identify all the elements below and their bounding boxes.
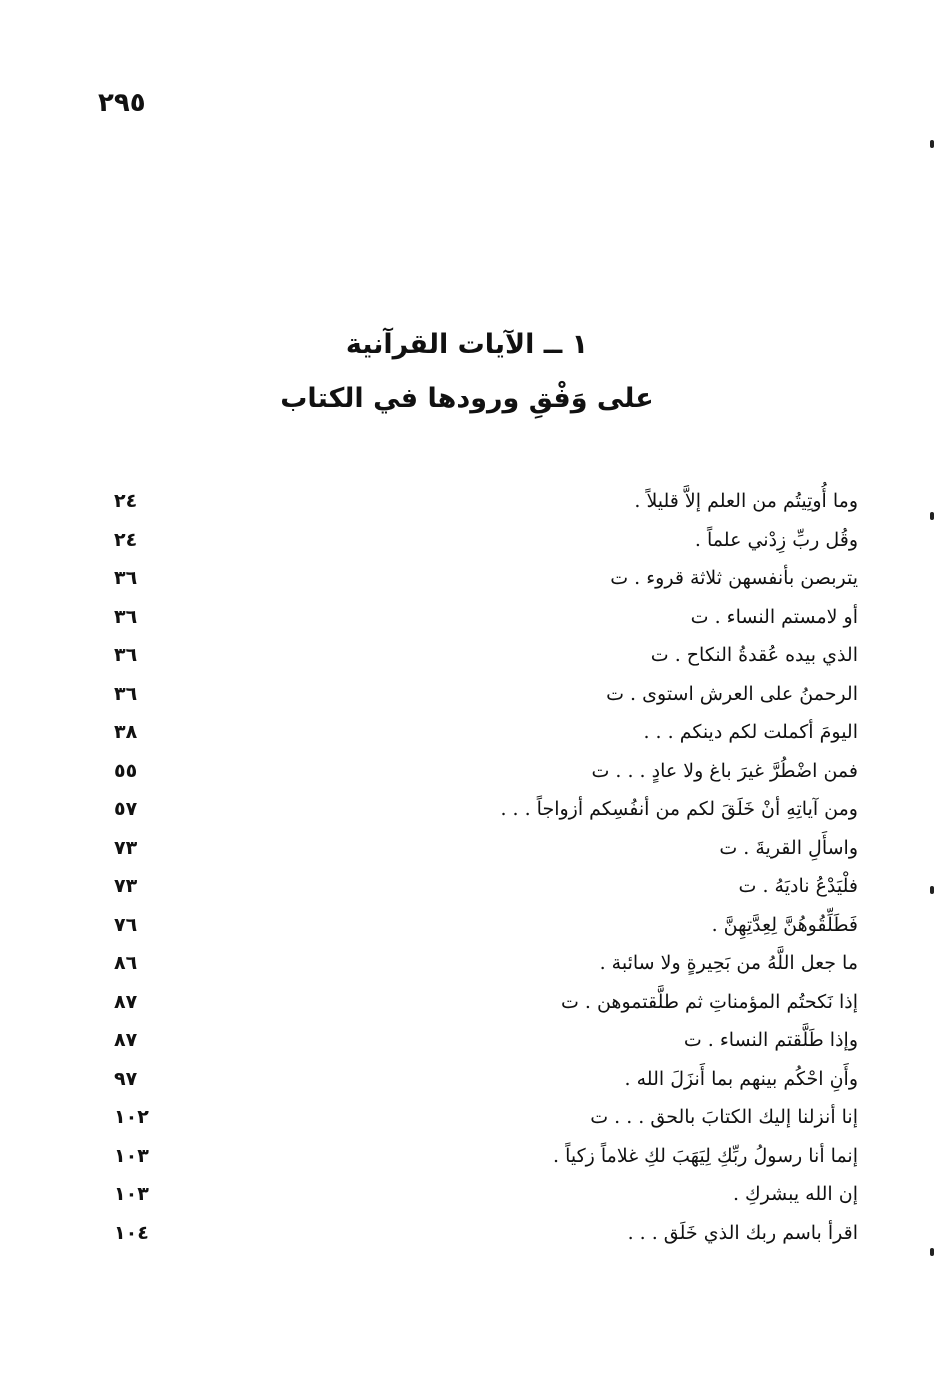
page-reference: ٧٦ (114, 913, 138, 936)
index-row (90, 563, 858, 602)
verse-text: فمن اضْطُرَّ غيرَ باغ ولا عادٍ . . . ت (591, 759, 858, 782)
page-reference: ٥٥ (114, 759, 138, 782)
index-row (90, 602, 858, 641)
page-reference: ١٠٢ (114, 1106, 149, 1128)
section-title (0, 318, 934, 426)
index-row (90, 1218, 858, 1257)
verse-text: ومن آياتِهِ أنْ خَلَقَ لكم من أنفُسِكم أزواجاً . . . (500, 798, 858, 820)
index-row (90, 756, 858, 795)
verse-text: إنما أنا رسولُ ربِّكِ لِيَهَبَ لكِ غلاماً زكياً . (553, 1144, 858, 1167)
verse-index-list (90, 486, 858, 1256)
scan-edge-mark (930, 1248, 934, 1256)
verse-text: أو لامستم النساء . ت (690, 605, 858, 628)
verse-text: وإذا طَلَّقتم النساء . ت (683, 1029, 858, 1051)
index-row (90, 1025, 858, 1064)
index-row (90, 1102, 858, 1141)
index-row (90, 1179, 858, 1218)
verse-text: إن الله يبشركِ . (732, 1183, 858, 1205)
page-number: ٢٩٥ (98, 88, 146, 118)
page-reference: ٣٦ (114, 567, 138, 589)
page-reference: ٥٧ (114, 798, 138, 820)
index-row (90, 794, 858, 833)
index-row (90, 833, 858, 872)
verse-text: واسأَلِ القريةَ . ت (719, 836, 858, 859)
scan-edge-mark (930, 886, 934, 894)
page-reference: ١٠٣ (114, 1183, 149, 1205)
verse-text: وقُل ربِّ زِدْني علماً . (694, 528, 858, 551)
page-reference: ٨٦ (114, 952, 138, 974)
index-row (90, 486, 858, 525)
verse-text: وأَنِ احْكُم بينهم بما أَنزَلَ الله . (624, 1067, 858, 1090)
verse-text: اقرأ باسم ربك الذي خَلَق . . . (627, 1221, 858, 1244)
scan-edge-mark (930, 140, 934, 148)
page-reference: ٨٧ (114, 1029, 138, 1051)
index-row (90, 987, 858, 1026)
verse-text: إذا نَكحتُم المؤمناتِ ثم طلَّقتموهن . ت (560, 990, 858, 1013)
verse-text: يتربصن بأنفسهن ثلاثة قروء . ت (610, 567, 858, 589)
title-line-2: على وَفْقِ ورودها في الكتاب (280, 383, 654, 414)
page-reference: ٧٣ (114, 836, 138, 859)
index-row (90, 948, 858, 987)
page-reference: ١٠٣ (114, 1144, 149, 1167)
verse-text: ما جعل اللَّهُ من بَحِيرةٍ ولا سائبة . (599, 952, 858, 974)
page-reference: ٩٧ (114, 1067, 138, 1090)
page-reference: ٢٤ (114, 490, 138, 512)
scan-edge-mark (930, 512, 934, 520)
index-row (90, 679, 858, 718)
index-row (90, 640, 858, 679)
index-row (90, 910, 858, 949)
page-reference: ١٠٤ (114, 1221, 149, 1244)
page-reference: ٣٦ (114, 605, 138, 628)
page-reference: ٣٦ (114, 682, 138, 705)
index-row (90, 871, 858, 910)
page-reference: ٢٤ (114, 528, 138, 551)
verse-text: فَطَلِّقُوهُنَّ لِعِدَّتِهِنَّ . (711, 913, 858, 936)
index-row (90, 1141, 858, 1180)
verse-text: الرحمنُ على العرش استوى . ت (606, 682, 858, 705)
verse-text: فلْيَدْعُ ناديَهُ . ت (738, 875, 858, 897)
page-reference: ٣٦ (114, 644, 138, 666)
page-reference: ٣٨ (114, 721, 138, 743)
verse-text: الذي بيده عُقدةُ النكاح . ت (650, 644, 858, 666)
index-row (90, 525, 858, 564)
page-reference: ٧٣ (114, 875, 138, 897)
page-reference: ٨٧ (114, 990, 138, 1013)
index-row (90, 1064, 858, 1103)
verse-text: إنا أنزلنا إليك الكتابَ بالحق . . . ت (590, 1106, 858, 1128)
verse-text: وما أُوتِيتُم من العلم إلاَّ قليلاً . (634, 490, 858, 512)
verse-text: اليومَ أكملت لكم دينكم . . . (643, 721, 858, 743)
title-line-1: ١ ــ الآيات القرآنية (345, 329, 589, 360)
index-row (90, 717, 858, 756)
